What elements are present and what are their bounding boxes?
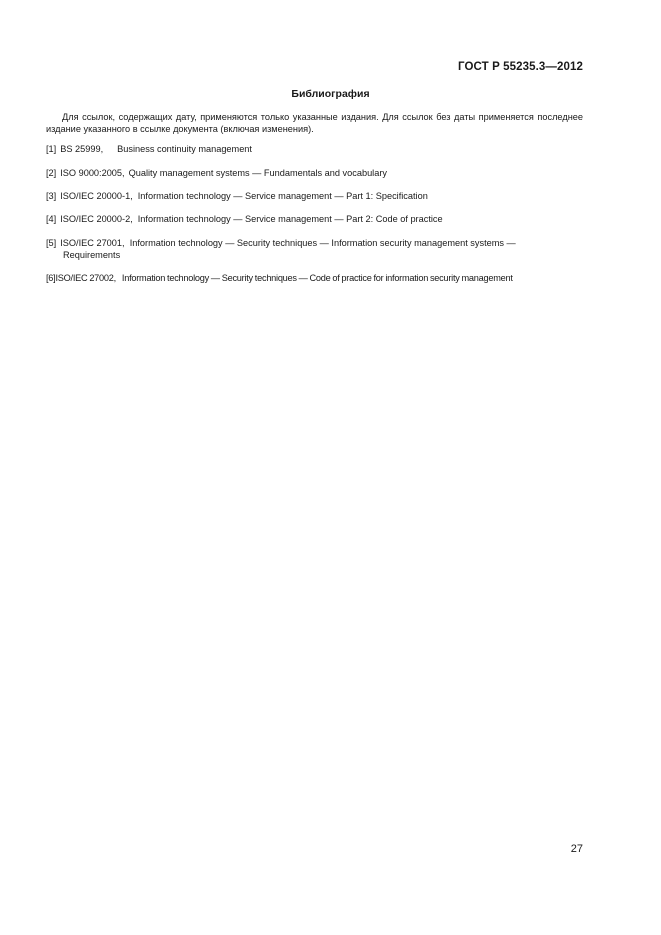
bibliography-entry-4 — [46, 214, 583, 226]
entry-number: [2] — [46, 168, 57, 178]
bibliography-entry-1 — [46, 144, 583, 156]
entry-number: [4] — [46, 214, 57, 224]
standard-code-header: ГОСТ Р 55235.3—2012 — [458, 61, 583, 73]
entry-code: ISO/IEC 20000-1, — [60, 191, 133, 201]
entry-title: Information technology — Service management — Part 2: Code of practice — [137, 214, 443, 224]
entry-code: BS 25999, — [60, 144, 104, 154]
entry-title: Information technology — Security techniques — Information security management systems — — [129, 238, 516, 248]
entry-code: ISO 9000:2005, — [60, 168, 125, 178]
entry-number: [1] — [46, 144, 57, 154]
bibliography-entry-3 — [46, 191, 583, 203]
entry-title: Business continuity management — [117, 144, 252, 154]
bibliography-intro: Для ссылок, содержащих дату, применяются только указанные издания. Для ссылок без даты применяется последнее издание указанного в ссылке документа (включая изменения). — [46, 112, 583, 134]
entry-title: Quality management systems — Fundamentals and vocabulary — [128, 168, 387, 178]
entry-title: Information technology — Service management — Part 1: Specification — [137, 191, 428, 201]
entry-number: [6] — [46, 273, 56, 283]
entry-number: [5] — [46, 238, 57, 248]
page-number: 27 — [570, 843, 583, 855]
entry-title-continuation: Requirements — [63, 249, 121, 260]
bibliography-entry-6 — [46, 273, 583, 285]
entry-number: [3] — [46, 191, 57, 201]
bibliography-entry-5 — [46, 238, 583, 261]
entry-title: Information technology — Security techniques — Code of practice for information security management — [121, 273, 513, 283]
entry-code: ISO/IEC 20000-2, — [60, 214, 133, 224]
entry-code: ISO/IEC 27002, — [55, 273, 116, 283]
bibliography-entry-2 — [46, 168, 583, 180]
bibliography-heading: Библиография — [291, 88, 370, 100]
entry-code: ISO/IEC 27001, — [60, 238, 125, 248]
